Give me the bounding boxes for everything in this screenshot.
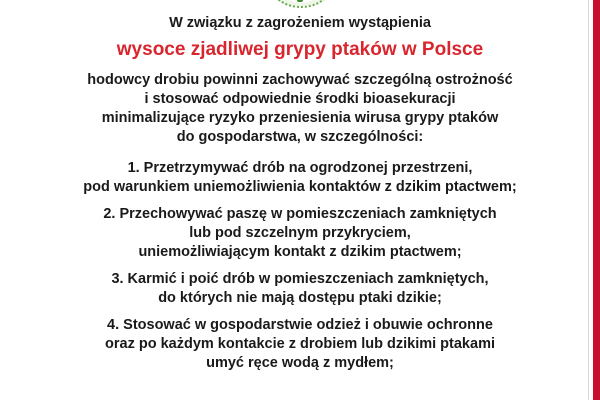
list-item-line: pod warunkiem uniemożliwienia kontaktów z dzikim ptactwem;	[83, 179, 517, 195]
list-item-line: 1. Przetrzymywać drób na ogrodzonej przestrzeni,	[127, 160, 473, 176]
list-item-line: uniemożliwiającym kontakt z dzikim ptactwem;	[138, 244, 462, 260]
list-item-3	[0, 270, 600, 308]
list-item-1	[0, 159, 600, 197]
list-item-line: 2. Przechowywać paszę w pomieszczeniach zamkniętych	[103, 206, 497, 222]
headline: wysoce zjadliwej grypy ptaków w Polsce	[116, 39, 484, 60]
list-item-line: umyć ręce wodą z mydłem;	[206, 355, 394, 371]
intro-top-line: W związku z zagrożeniem wystąpienia	[169, 15, 431, 31]
list-item-2	[0, 205, 600, 262]
intro-line: i stosować odpowiednie środki bioasekuracji	[144, 91, 456, 107]
intro-paragraph	[0, 71, 600, 147]
list-item-line: lub pod szczelnym przykryciem,	[189, 225, 411, 241]
notice-content	[0, 14, 600, 381]
list-item-4	[0, 316, 600, 373]
list-item-line: do których nie mają dostępu ptaki dzikie;	[158, 290, 442, 306]
list-item-line: 4. Stosować w gospodarstwie odzież i obuwie ochronne	[107, 317, 493, 333]
intro-line: do gospodarstwa, w szczególności:	[176, 129, 424, 145]
emblem-logo-icon	[264, 0, 336, 10]
list-item-line: oraz po każdym kontakcie z drobiem lub dzikimi ptakami	[105, 336, 495, 352]
list-item-line: 3. Karmić i poić drób w pomieszczeniach zamkniętych,	[111, 271, 489, 287]
intro-line: hodowcy drobiu powinni zachowywać szczególną ostrożność	[87, 72, 513, 88]
intro-line: minimalizujące ryzyko przeniesienia wirusa grypy ptaków	[101, 110, 499, 126]
